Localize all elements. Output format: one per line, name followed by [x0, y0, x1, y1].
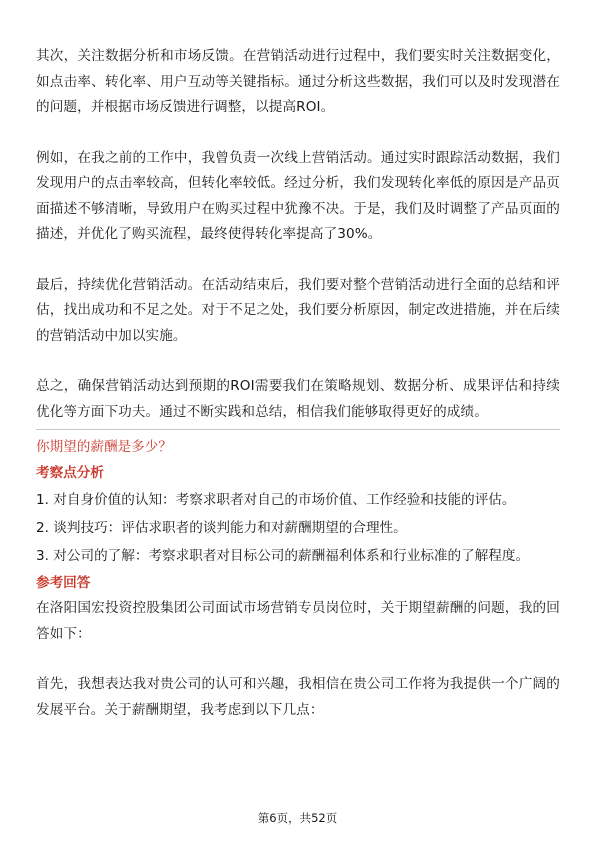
section-divider: [36, 429, 560, 430]
paragraph-spacer: [36, 349, 560, 374]
analysis-heading: 考察点分析: [36, 465, 104, 481]
analysis-item: 2. 谈判技巧：评估求职者的谈判能力和对薪酬期望的合理性。: [36, 520, 407, 536]
paragraph-spacer: [36, 121, 560, 146]
document-page: [36, 44, 560, 723]
answer-first-point: 首先，我想表达我对贵公司的认可和兴趣，我相信在贵公司工作将为我提供一个广阔的发展平台。关于薪酬期望，我考虑到以下几点：: [36, 676, 560, 718]
paragraph-spacer: [36, 647, 560, 672]
page-number-footer: 第6页，共52页: [257, 811, 338, 825]
paragraph-example: 例如，在我之前的工作中，我曾负责一次线上营销活动。通过实时跟踪活动数据，我们发现用户的点击率较高，但转化率较低。经过分析，我们发现转化率低的原因是产品页面描述不够清晰，导致用户在购买过程中犹豫不决。于是，我们及时调整了产品页面的描述，并优化了购买流程，最终使得转化率提高了30%。: [36, 149, 560, 242]
answer-intro: 在洛阳国宏投资控股集团公司面试市场营销专员岗位时，关于期望薪酬的问题，我的回答如下：: [36, 600, 560, 642]
analysis-item: 3. 对公司的了解：考察求职者对目标公司的薪酬福利体系和行业标准的了解程度。: [36, 548, 530, 564]
paragraph-spacer: [36, 248, 560, 273]
question-title: 你期望的薪酬是多少？: [36, 439, 172, 455]
paragraph-summary: 总之，确保营销活动达到预期的ROI需要我们在策略规划、数据分析、成果评估和持续优化等方面下功夫。通过不断实践和总结，相信我们能够取得更好的成绩。: [36, 378, 560, 420]
analysis-item: 1. 对自身价值的认知：考察求职者对自己的市场价值、工作经验和技能的评估。: [36, 492, 516, 508]
paragraph-optimization: 最后，持续优化营销活动。在活动结束后，我们要对整个营销活动进行全面的总结和评估，找出成功和不足之处。对于不足之处，我们要分析原因，制定改进措施，并在后续的营销活动中加以实施。: [36, 276, 560, 344]
paragraph-data-analysis: 其次，关注数据分析和市场反馈。在营销活动进行过程中，我们要实时关注数据变化，如点击率、转化率、用户互动等关键指标。通过分析这些数据，我们可以及时发现潜在的问题，并根据市场反馈进行调整，以提高ROI。: [36, 48, 560, 115]
answer-heading: 参考回答: [36, 575, 91, 591]
